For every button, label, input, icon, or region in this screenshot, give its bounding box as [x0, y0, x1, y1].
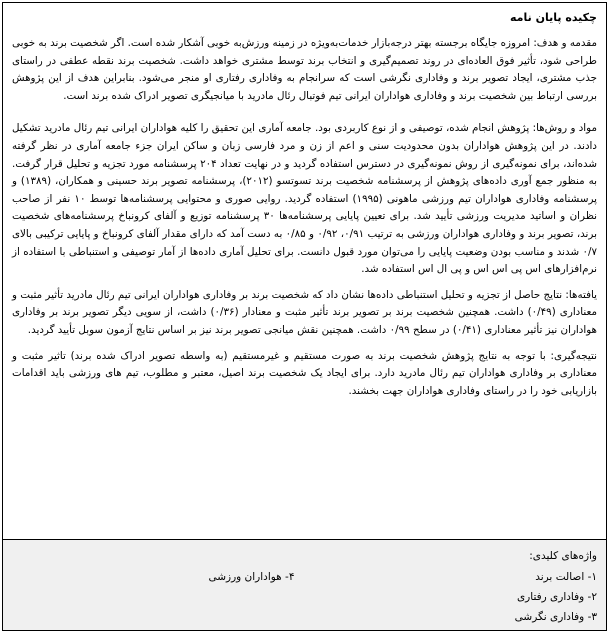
abstract-document [2, 2, 607, 631]
keyword-item: ۳- وفاداری نگرشی [514, 611, 597, 623]
keyword-item: ۱- اصالت برند [535, 571, 597, 583]
abstract-body [3, 3, 606, 540]
conclusion-paragraph: نتیجه‌گیری: با توجه به نتایج پژوهش شخصیت برند به صورت مستقیم و غیرمستقیم (به واسطه تصویر ادراک شده برند) تاثیر مثبت و معناداری بر وفاداری هواداران تیم رئال مادرید دارد. برای ایجاد یک شخصیت برند اصیل، معتبر و مطلوب، تیم های ورزشی باید اقدامات بازاریابی خود را در راستای وفاداری هواداران جهت بخشند. [12, 349, 597, 397]
keywords-column-1 [315, 567, 598, 627]
intro-paragraph: مقدمه و هدف: امروزه جایگاه برجسته بهتر درجه‌بازار خدمات‌به‌ویژه در زمینه ورزش‌به خوبی آشکار شده است. اگر شخصیت برند به خوبی طراحی شود، تأثیر فوق العاده‌ای در روند تصمیم‌گیری و انتخاب برند توسط مشتری خواهد داشت. شخصیت برند نقطه عطفی در راستای جذب مشتری، ایجاد تصویر برند و وفاداری نگرشی است که سرانجام به وفاداری رفتاری او منجر می‌شود. بنابراین هدف از این پژوهش بررسی ارتباط بین شخصیت برند و وفاداری هواداران ایرانی تیم فوتبال رئال مادرید با میانجیگری تصویر ادراک شده برند است. [12, 37, 597, 102]
keyword-item: ۴- هواداران ورزشی [208, 571, 295, 583]
keywords-label: واژه‌های کلیدی: [529, 550, 597, 562]
keywords-column-2 [12, 567, 295, 627]
keyword-item: ۲- وفاداری رفتاری [516, 591, 597, 603]
keywords-box [3, 540, 606, 630]
findings-paragraph: یافته‌ها: نتایج حاصل از تجزیه و تحلیل استنباطی داده‌ها نشان داد که شخصیت برند بر وفاداری هواداران ایرانی تیم رئال مادرید تأثیر مثبت و معناداری (۰/۴۹) داشت. همچنین شخصیت برند بر تصویر برند تأثیر مثبت و معنادار (۰/۳۶) داشت، از سویی دیگر تصویر برند بر وفاداری هواداران نیز تأثیر معناداری (۰/۴۱) در سطح ۰/۹۹ داشت. همچنین نقش میانجی تصویر برند نیز بر اساس نتایج آزمون سوبل تأیید گردید. [12, 288, 597, 336]
methods-paragraph: مواد و روش‌ها: پژوهش انجام شده، توصیفی و از نوع کاربردی بود. جامعه آماری این تحقیق را کلیه هواداران ایرانی تیم رئال مادرید تشکیل دادند. در این پژوهش هواداران بدون محدودیت سنی و اعم از زن و مرد فارسی زبان و ساکن ایران جزء جامعه آماری در نظر گرفته شده‌اند، برای نمونه‌گیری از روش نمونه‌گیری در دسترس استفاده گردید و در نهایت تعداد ۲۰۴ پرسشنامه مورد تجزیه و تحلیل قرار گرفت. به منظور جمع آوری داده‌های پژوهش از پرسشنامه شخصیت برند تسوتسو (۲۰۱۲)، پرسشنامه تصویر برند حسینی و همکاران، (۱۳۸۹) و پرسشنامه وفاداری هواداران تیم ورزشی ماهونی (۱۹۹۵) استفاده گردید. روایی صوری و محتوایی پرسشنامه‌ها توسط ۱۰ نفر از صاحب نظران و اساتید مدیریت ورزشی تأیید شد. برای تعیین پایایی پرسشنامه‌ها ۳۰ پرسشنامه توزیع و آلفای کرونباخ پرسشنامه‌های شخصیت برند، تصویر برند و وفاداری هواداران ورزشی به ترتیب ۰/۹۱، ۰/۹۲ و ۰/۸۵ به دست آمد که دارای مقدار آلفای کرونباخ و پایایی ترکیبی بالای ۰/۷ شدند و مناسب بودن وضعیت پایایی را می‌توان مورد قبول دانست. برای تحلیل آماری داده‌ها از آمار توصیفی و استنباطی با استفاده از نرم‌افزارهای اس پی اس اس و پی ال اس استفاده شد. [12, 122, 598, 276]
abstract-title: چکیده پایان نامه [510, 11, 597, 24]
